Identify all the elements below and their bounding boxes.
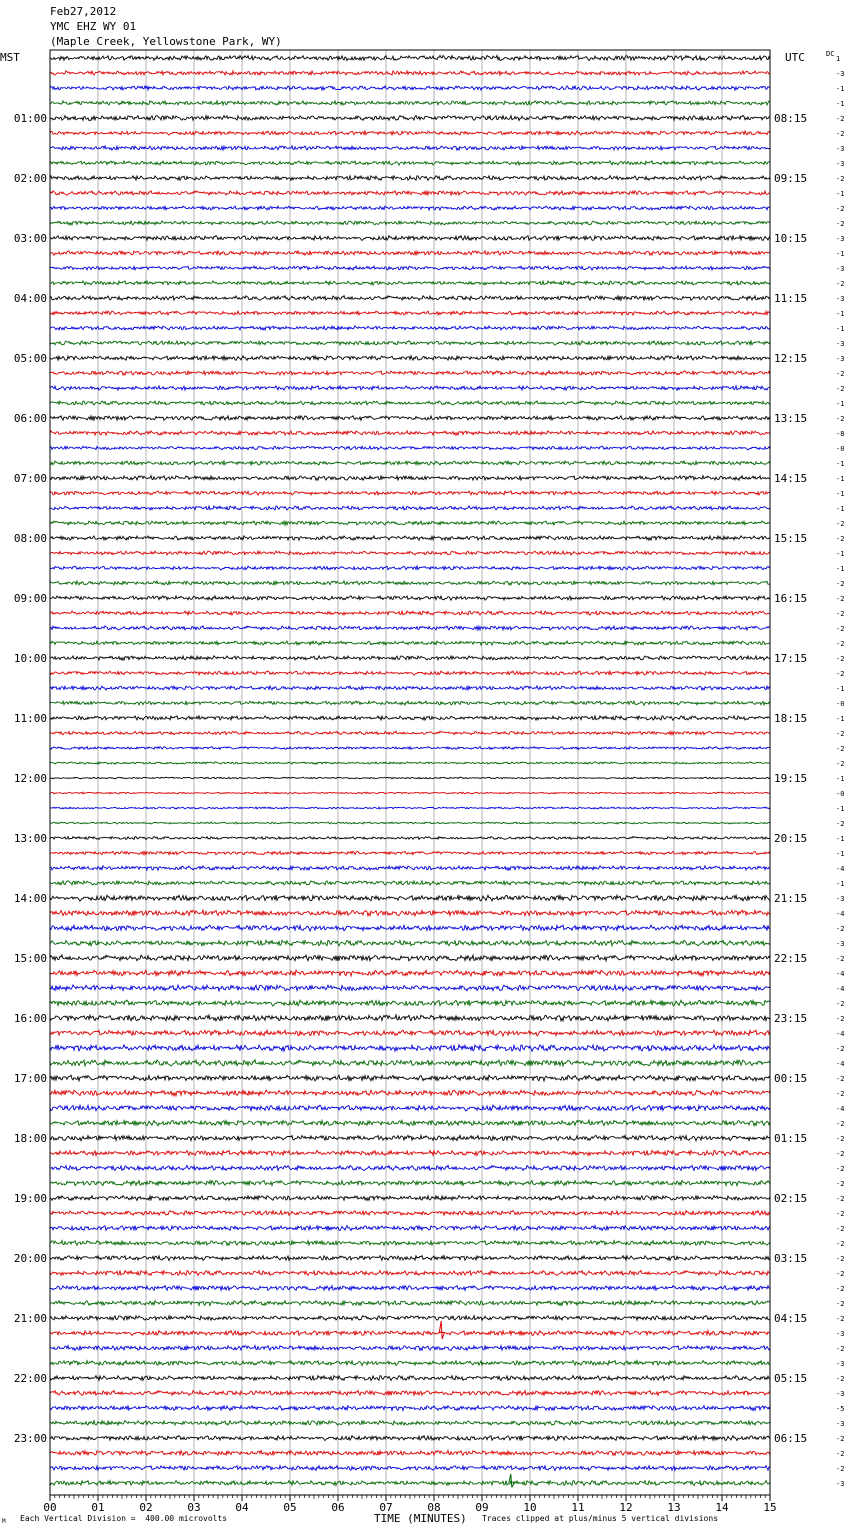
trace-line	[50, 837, 770, 840]
dc-offset-label: -4	[836, 970, 845, 978]
dc-offset-label: -2	[836, 1270, 845, 1278]
mst-hour-label: 07:00	[13, 472, 47, 485]
dc-offset-label: -2	[836, 1000, 845, 1008]
dc-offset-label: -3	[836, 940, 845, 948]
trace-line	[50, 326, 770, 330]
x-axis-title: TIME (MINUTES)	[374, 1512, 467, 1525]
mst-hour-label: 21:00	[13, 1312, 47, 1325]
dc-offset-label: -4	[836, 985, 845, 993]
trace-line	[50, 416, 770, 421]
dc-offset-label: -2	[836, 1435, 845, 1443]
dc-offset-label: -1	[836, 805, 845, 813]
utc-hour-label: 09:15	[774, 172, 808, 185]
trace-line	[50, 1316, 770, 1321]
trace-line	[50, 86, 770, 90]
trace-line	[50, 701, 770, 705]
dc-offset-label: -1	[836, 400, 845, 408]
trace-line	[50, 161, 770, 165]
dc-offset-label: -1	[836, 715, 845, 723]
trace-line	[50, 747, 770, 750]
dc-offset-label: -2	[836, 1045, 845, 1053]
trace-line	[50, 311, 770, 315]
station-code: YMC EHZ WY 01	[50, 20, 137, 33]
x-tick-label: 06	[331, 1501, 345, 1514]
dc-offset-label: -2	[836, 760, 845, 768]
utc-hour-label: 01:15	[774, 1132, 808, 1145]
trace-line	[50, 1241, 770, 1246]
mst-hour-label: 09:00	[13, 592, 47, 605]
utc-hour-label: 18:15	[774, 712, 808, 725]
dc-offset-label: -2	[836, 1345, 845, 1353]
dc-offset-label: -2	[836, 610, 845, 618]
trace-line	[50, 910, 770, 916]
trace-line	[50, 176, 770, 181]
mst-hour-label: 06:00	[13, 412, 47, 425]
trace-line	[50, 762, 770, 764]
utc-hour-label: 13:15	[774, 412, 808, 425]
trace-line	[50, 851, 770, 854]
dc-offset-label: -2	[836, 280, 845, 288]
dc-offset-label: -3	[836, 1360, 845, 1368]
dc-offset-label: -2	[836, 1150, 845, 1158]
trace-line	[50, 686, 770, 690]
plot-date: Feb27,2012	[50, 5, 117, 18]
trace-line	[50, 1421, 770, 1426]
dc-offset-labels	[836, 55, 844, 1488]
trace-line	[50, 536, 770, 540]
mst-axis-label: MST	[0, 51, 20, 64]
trace-line	[50, 925, 770, 931]
mst-hour-label: 04:00	[13, 292, 47, 305]
dc-offset-label: -2	[836, 415, 845, 423]
trace-line	[50, 521, 770, 525]
dc-offset-label: -3	[836, 295, 845, 303]
dc-offset-label: -1	[836, 775, 845, 783]
dc-offset-label: -2	[836, 1225, 845, 1233]
dc-offset-label: -2	[836, 640, 845, 648]
trace-line	[50, 1346, 770, 1351]
trace-line	[50, 626, 770, 630]
dc-offset-label: -2	[836, 595, 845, 603]
trace-line	[50, 1436, 770, 1441]
dc-offset-label: -2	[836, 670, 845, 678]
mst-hour-label: 15:00	[13, 952, 47, 965]
trace-line	[50, 266, 770, 270]
x-tick-label: 10	[523, 1501, 537, 1514]
trace-line	[50, 1361, 770, 1366]
trace-line	[50, 491, 770, 495]
trace-line	[50, 731, 770, 735]
utc-hour-label: 11:15	[774, 292, 808, 305]
dc-offset-label: -1	[836, 190, 845, 198]
dc-offset-label: -2	[836, 925, 845, 933]
dc-offset-label: -2	[836, 220, 845, 228]
utc-hour-label: 08:15	[774, 112, 808, 125]
trace-line	[50, 1181, 770, 1186]
dc-offset-label: -4	[836, 865, 845, 873]
trace-line	[50, 792, 770, 794]
trace-line	[50, 1150, 770, 1155]
trace-line	[50, 115, 770, 120]
trace-line	[50, 881, 770, 886]
mst-hour-label: 10:00	[13, 652, 47, 665]
x-tick-label: 09	[475, 1501, 489, 1514]
dc-offset-label: -2	[836, 955, 845, 963]
trace-line	[50, 1466, 770, 1471]
trace-line	[50, 1286, 770, 1291]
utc-hour-label: 02:15	[774, 1192, 808, 1205]
dc-offset-label: -3	[836, 355, 845, 363]
dc-axis-label: DC	[826, 50, 835, 58]
utc-hour-label: 00:15	[774, 1072, 808, 1085]
dc-offset-label: -1	[836, 685, 845, 693]
trace-line	[50, 1376, 770, 1381]
dc-offset-label: -5	[836, 1405, 845, 1413]
trace-line	[50, 55, 770, 60]
dc-offset-label: -1	[836, 250, 845, 258]
trace-line	[50, 191, 770, 195]
dc-offset-label: -3	[836, 70, 845, 78]
dc-offset-label: -3	[836, 1420, 845, 1428]
trace-line	[50, 1120, 770, 1126]
trace-line	[50, 1015, 770, 1021]
trace-line	[50, 940, 770, 946]
dc-offset-label: -2	[836, 535, 845, 543]
trace-line	[50, 251, 770, 255]
utc-hour-label: 17:15	[774, 652, 808, 665]
dc-offset-label: -2	[836, 1255, 845, 1263]
trace-line	[50, 356, 770, 361]
x-tick-label: 13	[667, 1501, 681, 1514]
dc-offset-label: -1	[836, 505, 845, 513]
mst-hour-labels	[14, 112, 47, 1445]
dc-offset-label: -1	[836, 850, 845, 858]
utc-hour-label: 21:15	[774, 892, 808, 905]
dc-offset-label: -2	[836, 1135, 845, 1143]
event-spike	[439, 1321, 444, 1339]
mst-hour-label: 11:00	[13, 712, 47, 725]
dc-offset-label: -8	[836, 430, 845, 438]
trace-line	[50, 1226, 770, 1231]
trace-line	[50, 955, 770, 961]
x-tick-label: 02	[139, 1501, 153, 1514]
trace-line	[50, 1301, 770, 1306]
mst-hour-label: 16:00	[13, 1012, 47, 1025]
dc-offset-label: -4	[836, 1060, 845, 1068]
utc-hour-label: 15:15	[774, 532, 808, 545]
dc-offset-label: -0	[836, 700, 845, 708]
dc-offset-label: -2	[836, 1165, 845, 1173]
trace-line	[50, 146, 770, 150]
mst-hour-label: 19:00	[13, 1192, 47, 1205]
trace-line	[50, 1211, 770, 1216]
dc-offset-label: -2	[836, 655, 845, 663]
dc-offset-label: -1	[836, 565, 845, 573]
dc-offset-label: -1	[836, 475, 845, 483]
utc-hour-labels	[774, 112, 807, 1445]
trace-line	[50, 807, 770, 809]
mst-hour-label: 05:00	[13, 352, 47, 365]
dc-offset-label: -3	[836, 340, 845, 348]
dc-offset-label: -2	[836, 130, 845, 138]
utc-hour-label: 05:15	[774, 1372, 808, 1385]
event-spike	[509, 1474, 514, 1488]
dc-offset-label: -2	[836, 1375, 845, 1383]
station-location: (Maple Creek, Yellowstone Park, WY)	[50, 35, 282, 48]
dc-offset-label: -1	[836, 100, 845, 108]
mst-hour-label: 13:00	[13, 832, 47, 845]
dc-offset-label: -1	[836, 325, 845, 333]
dc-offset-label: -0	[836, 790, 845, 798]
trace-line	[50, 1060, 770, 1066]
dc-offset-label: -3	[836, 265, 845, 273]
dc-offset-label: -1	[836, 550, 845, 558]
x-tick-label: 05	[283, 1501, 297, 1514]
trace-line	[50, 1000, 770, 1006]
mst-hour-label: 22:00	[13, 1372, 47, 1385]
trace-line	[50, 131, 770, 135]
trace-line	[50, 1105, 770, 1111]
dc-offset-label: -2	[836, 205, 845, 213]
trace-line	[50, 206, 770, 210]
trace-line	[50, 1271, 770, 1276]
utc-hour-label: 14:15	[774, 472, 808, 485]
dc-offset-label: -4	[836, 910, 845, 918]
dc-offset-label: -3	[836, 1330, 845, 1338]
trace-line	[50, 446, 770, 450]
x-tick-label: 07	[379, 1501, 393, 1514]
dc-offset-label: -2	[836, 115, 845, 123]
trace-line	[50, 1090, 770, 1096]
x-tick-label: 14	[715, 1501, 729, 1514]
dc-offset-label: -3	[836, 160, 845, 168]
dc-offset-label: -3	[836, 235, 845, 243]
trace-line	[50, 656, 770, 660]
dc-offset-label: -4	[836, 1105, 845, 1113]
dc-offset-label: -3	[836, 895, 845, 903]
x-tick-label: 00	[43, 1501, 57, 1514]
mst-hour-label: 02:00	[13, 172, 47, 185]
x-tick-label: 11	[571, 1501, 585, 1514]
utc-hour-label: 06:15	[774, 1432, 808, 1445]
dc-offset-label: -2	[836, 1300, 845, 1308]
mst-hour-label: 08:00	[13, 532, 47, 545]
trace-line	[50, 1196, 770, 1201]
dc-offset-label: -4	[836, 1030, 845, 1038]
dc-offset-label: -2	[836, 520, 845, 528]
trace-line	[50, 431, 770, 435]
trace-line	[50, 895, 770, 901]
seismic-traces	[50, 55, 770, 1487]
mst-hour-label: 12:00	[13, 772, 47, 785]
utc-hour-label: 20:15	[774, 832, 808, 845]
dc-offset-label: -2	[836, 745, 845, 753]
dc-offset-label: -2	[836, 1240, 845, 1248]
dc-offset-label: -2	[836, 370, 845, 378]
trace-line	[50, 566, 770, 570]
dc-offset-label: -2	[836, 580, 845, 588]
dc-offset-label: -2	[836, 1015, 845, 1023]
x-tick-label: 04	[235, 1501, 249, 1514]
trace-line	[50, 281, 770, 285]
trace-line	[50, 1331, 770, 1336]
trace-line	[50, 641, 770, 645]
trace-line	[50, 1135, 770, 1140]
trace-line	[50, 671, 770, 675]
mst-hour-label: 20:00	[13, 1252, 47, 1265]
dc-offset-label: -1	[836, 310, 845, 318]
utc-axis-label: UTC	[785, 51, 805, 64]
dc-offset-label: -1	[836, 880, 845, 888]
mst-hour-label: 14:00	[13, 892, 47, 905]
trace-line	[50, 236, 770, 241]
utc-hour-label: 22:15	[774, 952, 808, 965]
trace-line	[50, 476, 770, 481]
trace-line	[50, 371, 770, 375]
trace-line	[50, 551, 770, 555]
trace-line	[50, 1045, 770, 1051]
dc-offset-label: -2	[836, 1450, 845, 1458]
mst-hour-label: 03:00	[13, 232, 47, 245]
trace-line	[50, 596, 770, 600]
dc-offset-label: -1	[836, 460, 845, 468]
trace-line	[50, 341, 770, 345]
trace-line	[50, 101, 770, 105]
dc-offset-label: -1	[836, 490, 845, 498]
trace-line	[50, 1075, 770, 1081]
trace-line	[50, 777, 770, 779]
dc-offset-label: -2	[836, 1195, 845, 1203]
trace-line	[50, 1406, 770, 1411]
clip-note: Traces clipped at plus/minus 5 vertical divisions	[482, 1514, 719, 1523]
dc-offset-label: -0	[836, 445, 845, 453]
dc-offset-label: -2	[836, 1180, 845, 1188]
dc-offset-label: -2	[836, 625, 845, 633]
trace-line	[50, 1256, 770, 1261]
dc-offset-label: -2	[836, 820, 845, 828]
dc-offset-label: -2	[836, 175, 845, 183]
mst-hour-label: 18:00	[13, 1132, 47, 1145]
dc-offset-label: -2	[836, 1285, 845, 1293]
trace-line	[50, 985, 770, 991]
trace-line	[50, 401, 770, 405]
dc-offset-label: -2	[836, 1465, 845, 1473]
dc-offset-label: -2	[836, 385, 845, 393]
mst-hour-label: 23:00	[13, 1432, 47, 1445]
x-tick-label: 12	[619, 1501, 633, 1514]
trace-line	[50, 822, 770, 824]
dc-offset-label: -3	[836, 145, 845, 153]
corner-mark: M	[2, 1518, 6, 1525]
utc-hour-label: 10:15	[774, 232, 808, 245]
trace-line	[50, 970, 770, 976]
dc-offset-label: -2	[836, 1210, 845, 1218]
trace-line	[50, 1481, 770, 1486]
dc-offset-label: -2	[836, 1120, 845, 1128]
x-tick-label: 03	[187, 1501, 201, 1514]
trace-line	[50, 1165, 770, 1170]
trace-line	[50, 866, 770, 870]
trace-line	[50, 1030, 770, 1036]
x-tick-label: 08	[427, 1501, 441, 1514]
trace-line	[50, 296, 770, 301]
utc-hour-label: 23:15	[774, 1012, 808, 1025]
dc-offset-label: -3	[836, 1390, 845, 1398]
utc-hour-label: 16:15	[774, 592, 808, 605]
utc-hour-label: 12:15	[774, 352, 808, 365]
trace-line	[50, 1391, 770, 1396]
dc-offset-label: -1	[836, 85, 845, 93]
trace-line	[50, 611, 770, 615]
trace-line	[50, 506, 770, 510]
utc-hour-label: 04:15	[774, 1312, 808, 1325]
utc-hour-label: 19:15	[774, 772, 808, 785]
dc-offset-label: -3	[836, 1480, 845, 1488]
mst-hour-label: 01:00	[13, 112, 47, 125]
utc-hour-label: 03:15	[774, 1252, 808, 1265]
trace-line	[50, 461, 770, 465]
trace-line	[50, 716, 770, 720]
dc-offset-label: -2	[836, 730, 845, 738]
x-tick-label: 01	[91, 1501, 105, 1514]
dc-offset-label: -2	[836, 1075, 845, 1083]
trace-line	[50, 71, 770, 75]
trace-line	[50, 581, 770, 585]
dc-offset-label: 1	[836, 55, 841, 63]
vertical-division-note: Each Vertical Division = 400.00 microvolts	[20, 1514, 228, 1523]
dc-offset-label: -1	[836, 835, 845, 843]
dc-offset-label: -2	[836, 1090, 845, 1098]
x-tick-label: 15	[763, 1501, 777, 1514]
mst-hour-label: 17:00	[13, 1072, 47, 1085]
trace-line	[50, 1451, 770, 1456]
trace-line	[50, 386, 770, 390]
trace-line	[50, 221, 770, 225]
dc-offset-label: -2	[836, 1315, 845, 1323]
